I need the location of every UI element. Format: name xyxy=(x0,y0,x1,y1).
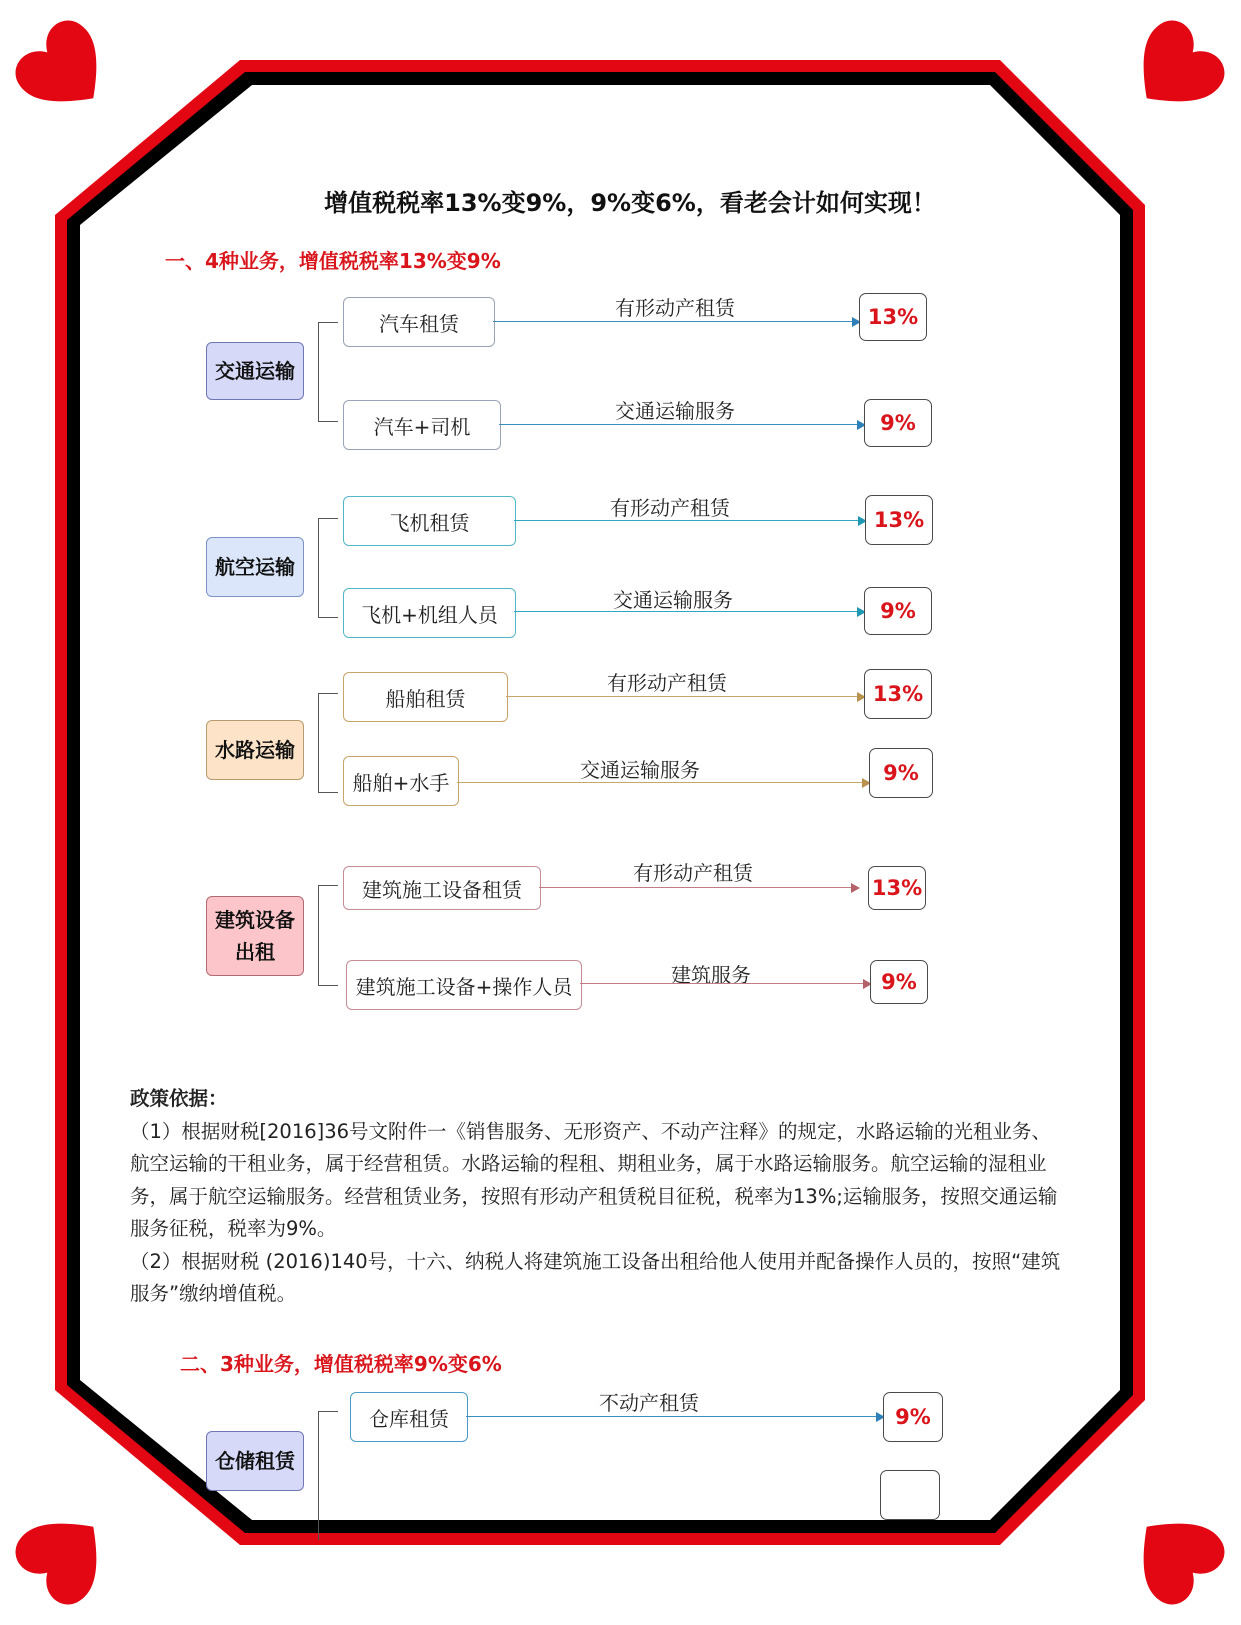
item-box: 建筑施工设备+操作人员 xyxy=(346,960,582,1010)
rate-box: 9% xyxy=(869,748,933,798)
item-box: 汽车+司机 xyxy=(343,400,501,450)
arrow-line xyxy=(514,611,864,612)
heart-icon xyxy=(1125,1505,1225,1605)
arrow-label: 有形动产租赁 xyxy=(607,671,727,695)
heart-icon xyxy=(15,20,115,120)
item-box: 船舶租赁 xyxy=(343,672,508,722)
category-box-transport: 交通运输 xyxy=(206,342,304,400)
rate-box: 9% xyxy=(870,960,928,1004)
arrow-line xyxy=(539,887,858,888)
policy-paragraph-2: （2）根据财税 (2016)140号，十六、纳税人将建筑施工设备出租给他人使用并配备操作人员的，按照“建筑服务”缴纳增值税。 xyxy=(130,1249,1061,1305)
item-box: 飞机租赁 xyxy=(343,496,516,546)
category-box-construction xyxy=(206,896,304,976)
brace xyxy=(318,1411,319,1540)
arrow-label: 不动产租赁 xyxy=(599,1391,699,1415)
item-box: 船舶+水手 xyxy=(343,756,459,806)
arrow-line xyxy=(457,782,869,783)
rate-box: 9% xyxy=(864,587,932,635)
rate-box: 9% xyxy=(864,399,932,447)
rate-box: 13% xyxy=(868,866,926,910)
arrow-label: 建筑服务 xyxy=(671,963,751,987)
policy-basis xyxy=(130,1083,1070,1311)
arrow-label: 有形动产租赁 xyxy=(615,296,735,320)
policy-paragraph-1: （1）根据财税[2016]36号文附件一《销售服务、无形资产、不动产注释》的规定，水路运输的光租业务、航空运输的干租业务，属于经营租赁。水路运输的程租、期租业务，属于水路运输服务。航空运输的湿租业务，属于航空运输服务。经营租赁业务，按照有形动产租赁税目征税，税率为13%;运输服务，按照交通运输服务征税，税率为9%。 xyxy=(130,1119,1058,1240)
section-2-heading: 二、3种业务，增值税税率9%变6% xyxy=(180,1352,502,1376)
brace xyxy=(318,518,319,618)
rate-box: 13% xyxy=(864,669,932,719)
arrow-label: 有形动产租赁 xyxy=(610,496,730,520)
arrow-line xyxy=(580,983,870,984)
category-box-warehouse: 仓储租赁 xyxy=(206,1431,304,1491)
arrow-line xyxy=(493,321,859,322)
rate-box: 13% xyxy=(865,495,933,545)
item-box: 汽车租赁 xyxy=(343,297,495,347)
arrow-label: 交通运输服务 xyxy=(580,758,700,782)
brace xyxy=(318,885,319,986)
heart-icon xyxy=(1125,20,1225,120)
arrow-line xyxy=(466,1416,883,1417)
brace xyxy=(318,322,319,422)
item-box: 飞机+机组人员 xyxy=(343,588,516,638)
category-box-waterway: 水路运输 xyxy=(206,720,304,780)
arrow-label: 交通运输服务 xyxy=(615,399,735,423)
category-box-aviation: 航空运输 xyxy=(206,537,304,597)
section-1-heading: 一、4种业务，增值税税率13%变9% xyxy=(165,249,501,273)
policy-title: 政策依据： xyxy=(130,1087,228,1110)
arrow-label: 交通运输服务 xyxy=(613,588,733,612)
arrow-line xyxy=(499,424,864,425)
brace xyxy=(318,693,319,793)
heart-icon xyxy=(15,1505,115,1605)
item-box: 仓库租赁 xyxy=(350,1392,468,1442)
rate-box-partial xyxy=(880,1470,940,1520)
arrow-label: 有形动产租赁 xyxy=(633,861,753,885)
arrow-line xyxy=(506,696,864,697)
page-title: 增值税税率13%变9%，9%变6%，看老会计如何实现！ xyxy=(324,189,936,217)
document-content xyxy=(80,90,1160,1540)
rate-box: 9% xyxy=(883,1392,943,1442)
item-box: 建筑施工设备租赁 xyxy=(343,866,541,910)
arrow-line xyxy=(514,520,865,521)
category-line-1: 建筑设备 xyxy=(215,908,295,932)
category-line-2: 出租 xyxy=(235,940,275,964)
rate-box: 13% xyxy=(859,293,927,341)
